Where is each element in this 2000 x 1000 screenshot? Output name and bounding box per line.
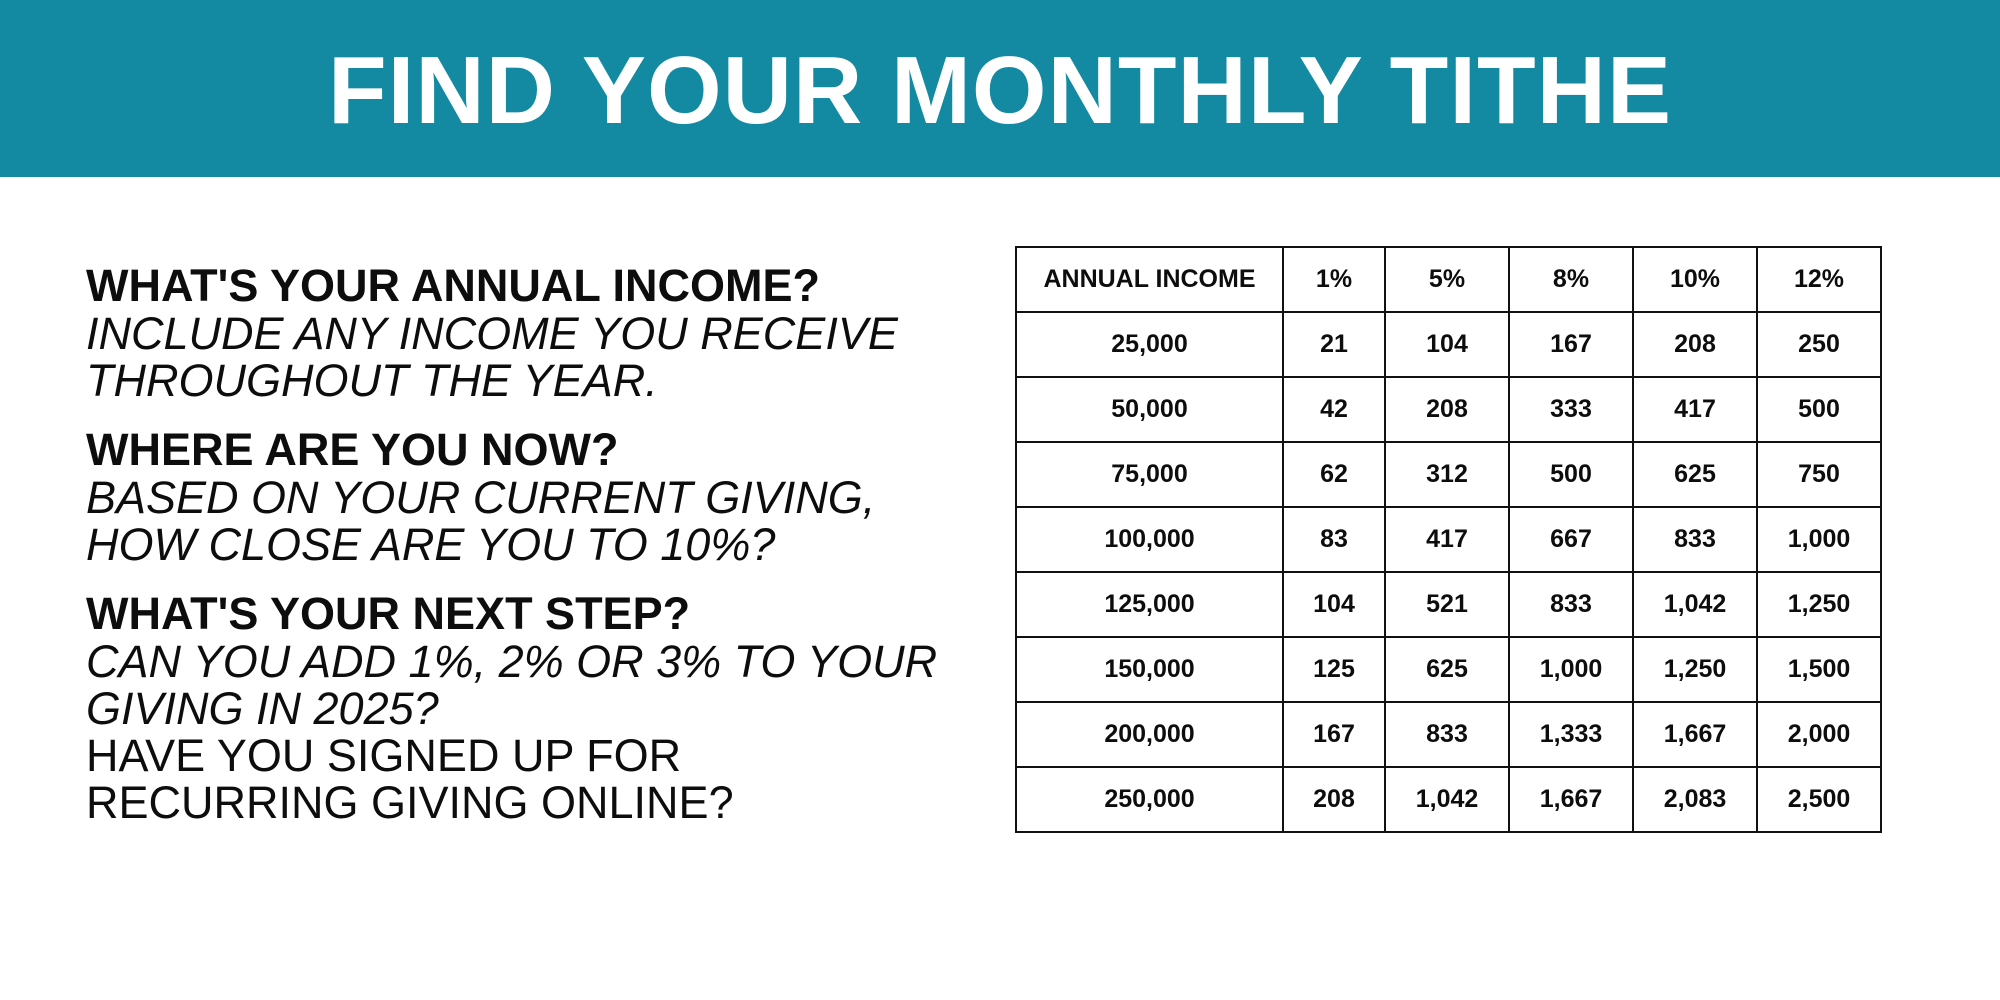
tithe-cell: 833 bbox=[1385, 702, 1509, 767]
question-body: CAN YOU ADD 1%, 2% OR 3% TO YOUR GIVING IN 2025? bbox=[86, 636, 938, 734]
tithe-cell: 833 bbox=[1633, 507, 1757, 572]
income-cell: 125,000 bbox=[1016, 572, 1283, 637]
tithe-cell: 833 bbox=[1509, 572, 1633, 637]
tithe-cell: 2,500 bbox=[1757, 767, 1881, 832]
income-cell: 25,000 bbox=[1016, 312, 1283, 377]
column-header: 8% bbox=[1509, 247, 1633, 312]
tithe-cell: 333 bbox=[1509, 377, 1633, 442]
header-row bbox=[1016, 247, 1881, 312]
tithe-cell: 417 bbox=[1385, 507, 1509, 572]
question-block-income bbox=[86, 262, 986, 404]
table-row bbox=[1016, 377, 1881, 442]
tithe-cell: 1,000 bbox=[1509, 637, 1633, 702]
tithe-cell: 208 bbox=[1633, 312, 1757, 377]
tithe-cell: 83 bbox=[1283, 507, 1385, 572]
question-heading: WHAT'S YOUR NEXT STEP? bbox=[86, 588, 691, 639]
tithe-cell: 750 bbox=[1757, 442, 1881, 507]
tithe-cell: 417 bbox=[1633, 377, 1757, 442]
tithe-cell: 1,667 bbox=[1509, 767, 1633, 832]
table-row bbox=[1016, 312, 1881, 377]
tithe-cell: 1,250 bbox=[1633, 637, 1757, 702]
tithe-cell: 2,000 bbox=[1757, 702, 1881, 767]
column-header: 5% bbox=[1385, 247, 1509, 312]
table-header bbox=[1016, 247, 1881, 312]
tithe-cell: 167 bbox=[1283, 702, 1385, 767]
tithe-cell: 1,667 bbox=[1633, 702, 1757, 767]
question-section bbox=[86, 262, 986, 848]
table-body bbox=[1016, 312, 1881, 832]
question-body: INCLUDE ANY INCOME YOU RECEIVE THROUGHOUT THE YEAR. bbox=[86, 308, 898, 406]
tithe-cell: 1,250 bbox=[1757, 572, 1881, 637]
table-row bbox=[1016, 442, 1881, 507]
tithe-cell: 250 bbox=[1757, 312, 1881, 377]
tithe-cell: 1,042 bbox=[1633, 572, 1757, 637]
column-header: ANNUAL INCOME bbox=[1016, 247, 1283, 312]
table-row bbox=[1016, 637, 1881, 702]
question-block-next-step bbox=[86, 590, 986, 826]
tithe-cell: 521 bbox=[1385, 572, 1509, 637]
tithe-cell: 42 bbox=[1283, 377, 1385, 442]
tithe-cell: 167 bbox=[1509, 312, 1633, 377]
table-row bbox=[1016, 572, 1881, 637]
table-row bbox=[1016, 702, 1881, 767]
column-header: 10% bbox=[1633, 247, 1757, 312]
income-cell: 150,000 bbox=[1016, 637, 1283, 702]
tithe-cell: 312 bbox=[1385, 442, 1509, 507]
question-block-now bbox=[86, 426, 986, 568]
tithe-cell: 21 bbox=[1283, 312, 1385, 377]
income-cell: 250,000 bbox=[1016, 767, 1283, 832]
tithe-cell: 2,083 bbox=[1633, 767, 1757, 832]
tithe-cell: 1,500 bbox=[1757, 637, 1881, 702]
question-heading: WHAT'S YOUR ANNUAL INCOME? bbox=[86, 260, 821, 311]
tithe-cell: 625 bbox=[1633, 442, 1757, 507]
tithe-cell: 1,000 bbox=[1757, 507, 1881, 572]
question-extra: HAVE YOU SIGNED UP FOR RECURRING GIVING ONLINE? bbox=[86, 730, 734, 828]
tithe-cell: 62 bbox=[1283, 442, 1385, 507]
tithe-cell: 500 bbox=[1757, 377, 1881, 442]
tithe-cell: 1,042 bbox=[1385, 767, 1509, 832]
table-row bbox=[1016, 507, 1881, 572]
tithe-cell: 104 bbox=[1283, 572, 1385, 637]
tithe-cell: 625 bbox=[1385, 637, 1509, 702]
table-row bbox=[1016, 767, 1881, 832]
column-header: 1% bbox=[1283, 247, 1385, 312]
tithe-cell: 125 bbox=[1283, 637, 1385, 702]
income-cell: 200,000 bbox=[1016, 702, 1283, 767]
tithe-cell: 208 bbox=[1385, 377, 1509, 442]
tithe-cell: 500 bbox=[1509, 442, 1633, 507]
income-cell: 75,000 bbox=[1016, 442, 1283, 507]
question-heading: WHERE ARE YOU NOW? bbox=[86, 424, 619, 475]
column-header: 12% bbox=[1757, 247, 1881, 312]
tithe-cell: 667 bbox=[1509, 507, 1633, 572]
question-body: BASED ON YOUR CURRENT GIVING, HOW CLOSE ARE YOU TO 10%? bbox=[86, 472, 876, 570]
tithe-cell: 1,333 bbox=[1509, 702, 1633, 767]
income-cell: 100,000 bbox=[1016, 507, 1283, 572]
tithe-table bbox=[1015, 246, 1882, 833]
title-banner bbox=[0, 0, 2000, 177]
page-title: FIND YOUR MONTHLY TITHE bbox=[328, 36, 1672, 144]
tithe-cell: 104 bbox=[1385, 312, 1509, 377]
income-cell: 50,000 bbox=[1016, 377, 1283, 442]
tithe-cell: 208 bbox=[1283, 767, 1385, 832]
